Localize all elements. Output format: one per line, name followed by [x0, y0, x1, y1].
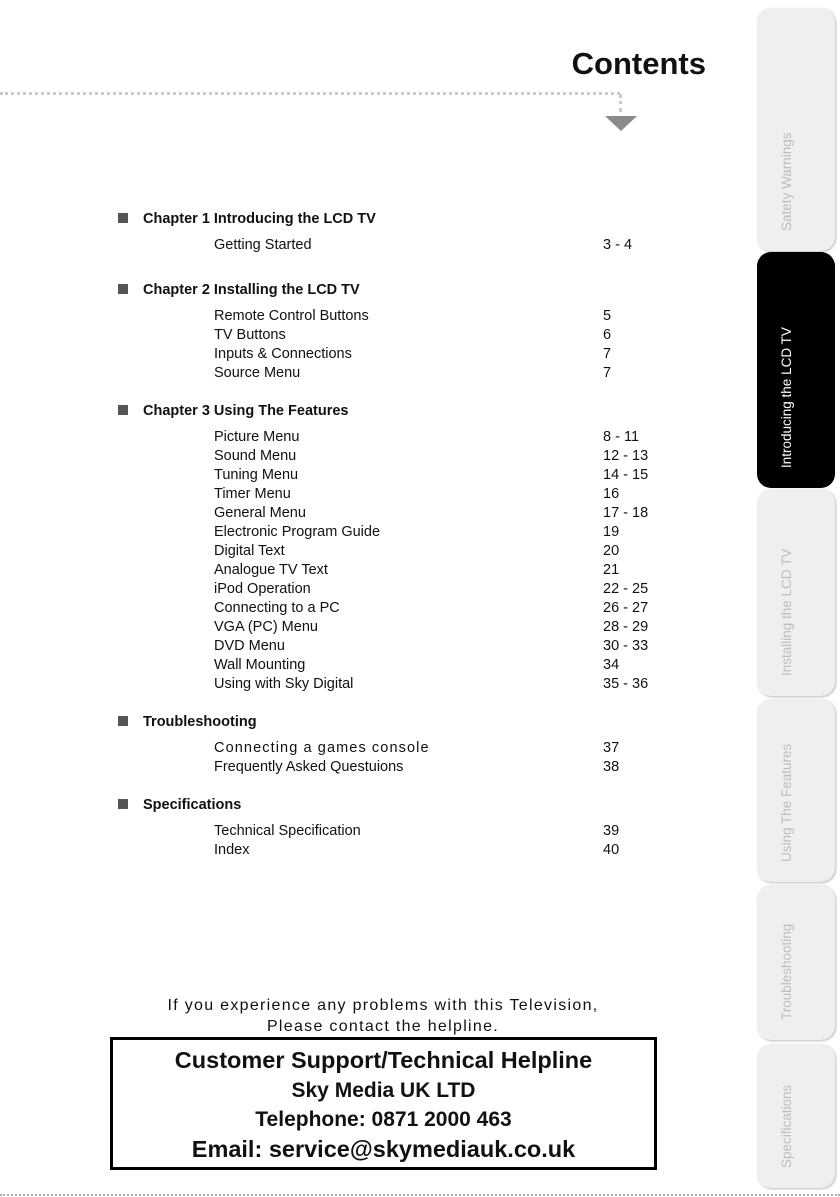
toc-entry[interactable]: [214, 657, 674, 676]
toc-entry-label: TV Buttons: [214, 327, 286, 343]
toc-entry-label: Connecting a games console: [214, 740, 430, 756]
toc-entry[interactable]: [214, 486, 674, 505]
toc-entry-label: Analogue TV Text: [214, 562, 328, 578]
tab-safety-warnings[interactable]: [757, 8, 835, 251]
email-link[interactable]: Email: service@skymediauk.co.uk: [191, 1136, 576, 1162]
toc-entry-page: 28 - 29: [603, 619, 649, 635]
tab-using-features[interactable]: [757, 699, 835, 882]
toc-entry[interactable]: [214, 562, 674, 581]
chapter-heading: Chapter 3 Using The Features: [118, 403, 348, 419]
square-bullet-icon: [118, 799, 128, 809]
chapter-heading: Specifications: [118, 797, 241, 813]
toc-entry-label: VGA (PC) Menu: [214, 619, 318, 635]
toc-entry-label: Technical Specification: [214, 823, 361, 839]
toc-entry[interactable]: [214, 619, 674, 638]
toc-entry-label: Tuning Menu: [214, 467, 299, 483]
tab-label: Specifications: [779, 1084, 794, 1168]
toc-entry-page: 5: [603, 308, 612, 324]
toc-entry-label: Wall Mounting: [214, 657, 306, 673]
tab-label: Troubleshooting: [779, 923, 794, 1020]
toc-entry-page: 8 - 11: [603, 429, 640, 445]
helpline-note-line2: Please contact the helpline.: [266, 1018, 500, 1035]
toc-entry-label: Source Menu: [214, 365, 301, 381]
toc-entry-label: Getting Started: [214, 237, 312, 253]
square-bullet-icon: [118, 213, 128, 223]
toc-entry-page: 12 - 13: [603, 448, 649, 464]
square-bullet-icon: [118, 284, 128, 294]
toc-entry-page: 30 - 33: [603, 638, 649, 654]
toc-entry-label: Digital Text: [214, 543, 285, 559]
toc-entry-label: Sound Menu: [214, 448, 297, 464]
toc-entry-label: DVD Menu: [214, 638, 285, 654]
chapter-heading: Chapter 2 Installing the LCD TV: [118, 282, 360, 298]
tab-label: Satety Warnings: [779, 132, 794, 231]
telephone: Telephone: 0871 2000 463: [255, 1108, 512, 1131]
dotted-divider-drop: [619, 94, 622, 112]
toc-entry-page: 19: [603, 524, 620, 540]
toc-entry-page: 20: [603, 543, 620, 559]
toc-entry-page: 3 - 4: [603, 237, 633, 253]
toc-entry-label: Frequently Asked Questuions: [214, 759, 404, 775]
arrow-down-icon: [605, 116, 637, 131]
toc-entry[interactable]: [214, 600, 674, 619]
toc-entry[interactable]: [214, 524, 674, 543]
toc-entry[interactable]: [214, 505, 674, 524]
square-bullet-icon: [118, 716, 128, 726]
toc-entry[interactable]: [214, 365, 674, 384]
toc-entry-label: Connecting to a PC: [214, 600, 340, 616]
toc-entry[interactable]: [214, 823, 674, 842]
toc-entry[interactable]: [214, 308, 674, 327]
dotted-divider: [0, 92, 620, 95]
helpline-title: Customer Support/Technical Helpline: [174, 1047, 593, 1073]
toc-entry-page: 26 - 27: [603, 600, 649, 616]
toc-entry[interactable]: [214, 676, 674, 695]
helpline-note: [110, 995, 656, 1037]
toc-entry-label: Inputs & Connections: [214, 346, 352, 362]
tab-troubleshooting[interactable]: [757, 885, 835, 1040]
toc-entry-label: Timer Menu: [214, 486, 291, 502]
toc-entry[interactable]: [214, 581, 674, 600]
toc-entry-page: 40: [603, 842, 620, 858]
toc-entry[interactable]: [214, 543, 674, 562]
toc-entry-page: 7: [603, 365, 612, 381]
toc-entry-label: General Menu: [214, 505, 306, 521]
tab-introducing[interactable]: [757, 252, 835, 488]
toc-entry-page: 17 - 18: [603, 505, 649, 521]
toc-entry-page: 35 - 36: [603, 676, 649, 692]
tab-label: Using The Features: [779, 743, 794, 862]
chapter-heading: Chapter 1 Introducing the LCD TV: [118, 211, 376, 227]
toc-entry-page: 6: [603, 327, 612, 343]
tab-label: Introducing the LCD TV: [779, 327, 794, 468]
toc-entry[interactable]: [214, 448, 674, 467]
bottom-dotted-border: [0, 1194, 840, 1196]
toc-entry-label: iPod Operation: [214, 581, 311, 597]
toc-entry-page: 21: [603, 562, 620, 578]
toc-entry[interactable]: [214, 467, 674, 486]
chapter-heading: Troubleshooting: [118, 714, 257, 730]
toc-entry-label: Picture Menu: [214, 429, 300, 445]
toc-entry-label: Using with Sky Digital: [214, 676, 354, 692]
tab-label: Installing the LCD TV: [779, 548, 794, 676]
toc-entry-page: 16: [603, 486, 620, 502]
toc-entry[interactable]: [214, 346, 674, 365]
toc-entry-page: 7: [603, 346, 612, 362]
tab-installing[interactable]: [757, 489, 835, 696]
toc-entry-label: Electronic Program Guide: [214, 524, 381, 540]
toc-entry[interactable]: [214, 327, 674, 346]
helpline-note-line1: If you experience any problems with this Television,: [167, 997, 599, 1014]
toc-entry[interactable]: [214, 237, 674, 256]
toc-entry-page: 37: [603, 740, 620, 756]
toc-entry-page: 22 - 25: [603, 581, 649, 597]
toc-entry-page: 38: [603, 759, 620, 775]
helpline-box: [110, 1037, 657, 1170]
toc-entry-label: Remote Control Buttons: [214, 308, 369, 324]
page-title: Contents: [571, 46, 706, 81]
company-name: Sky Media UK LTD: [291, 1079, 476, 1102]
toc-entry[interactable]: [214, 759, 674, 778]
toc-entry-page: 34: [603, 657, 620, 673]
toc-entry[interactable]: [214, 429, 674, 448]
toc-entry-page: 39: [603, 823, 620, 839]
tab-specifications[interactable]: [757, 1044, 835, 1188]
toc-entry-label: Index: [214, 842, 250, 858]
toc-entry[interactable]: [214, 638, 674, 657]
toc-entry[interactable]: [214, 842, 674, 861]
toc-entry-page: 14 - 15: [603, 467, 649, 483]
toc-entry[interactable]: [214, 740, 674, 759]
square-bullet-icon: [118, 405, 128, 415]
